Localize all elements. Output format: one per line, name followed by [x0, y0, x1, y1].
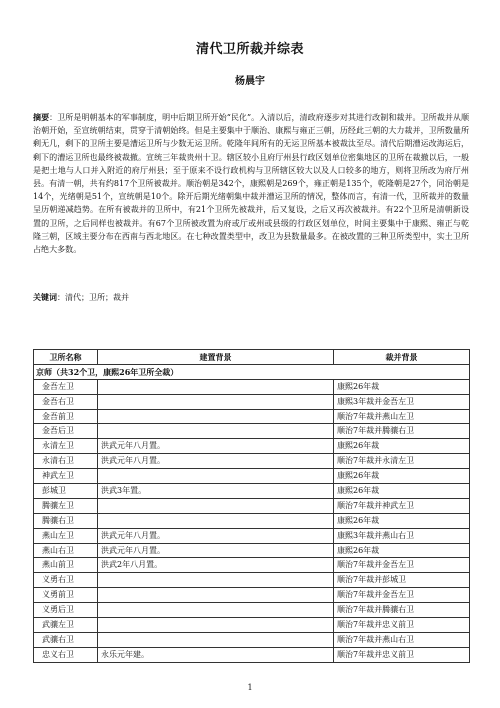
cell-founding: 洪武2年八月置。	[98, 558, 334, 573]
abstract-label: 摘要	[33, 112, 50, 122]
cell-founding	[98, 409, 334, 424]
cell-garrison-name: 燕山前卫	[34, 558, 98, 573]
cell-garrison-name: 武骧右卫	[34, 632, 98, 647]
table-row	[34, 528, 470, 543]
cell-founding: 洪武元年八月置。	[98, 528, 334, 543]
table-row	[34, 543, 470, 558]
cell-garrison-name: 永清左卫	[34, 439, 98, 454]
cell-garrison-name: 忠义右卫	[34, 647, 98, 662]
abstract-text: ：卫所是明朝基本的军事制度，明中后期卫所开始“民化”。入清以后，清政府逐步对其进行改制和裁并。卫所裁并从顺治朝开始，至宣统朝结束，贯穿于清朝始终。但是主要集中于顺治、康熙与雍正三朝，历经此三朝的大力裁并，卫所数量所剩无几，剩下的卫所主要是漕运卫所与少数无运卫所。乾隆年间所有的无运卫所基本被裁汰至尽。清代后期漕运改海运后，剩下的漕运卫所也最终被裁撤。宣统三年裁贵州十卫。辖区较小且府厅州县行政区划单位密集地区的卫所在裁撤以后，一般是把土地与人口并入附近的府厅州县；至于原来不设行政机构与卫所辖区较大以及人口较多的地方，则将卫所改为府厅州县。有清一朝，共有约817个卫所被裁并。顺治朝是342个，康熙朝是269个，雍正朝是135个，乾隆朝是27个，同治朝是14个，光绪朝是51个，宣统朝是10个。除开后期光绪朝集中裁并漕运卫所的情况，整体而言，有清一代，卫所裁并的数量呈历朝递减趋势。在所有被裁并的卫所中，有21个卫所先被裁并，后又复设，之后又再次被裁并。有22个卫所是清朝新设置的卫所，之后同样也被裁并。有67个卫所被改置为府或厅或州或县级的行政区划单位，时间主要集中于康熙、雍正与乾隆三朝，区域主要分布在西南与西北地区。在七种改置类型中，改卫为县数量最多。在被改置的三种卫所类型中，实土卫所占绝大多数。	[33, 113, 470, 255]
table-row	[34, 573, 470, 588]
cell-founding: 洪武元年八月置。	[98, 543, 334, 558]
cell-garrison-name: 义勇后卫	[34, 603, 98, 618]
cell-garrison-name: 彭城卫	[34, 484, 98, 499]
cell-merger: 康熙3年裁并金吾左卫	[334, 394, 470, 409]
table-row	[34, 498, 470, 513]
cell-founding	[98, 588, 334, 603]
cell-merger: 顺治7年裁并金吾左卫	[334, 558, 470, 573]
cell-merger: 顺治7年裁并金吾左卫	[334, 588, 470, 603]
cell-founding	[98, 618, 334, 633]
cell-founding	[98, 424, 334, 439]
cell-merger: 顺治7年裁并神武左卫	[334, 498, 470, 513]
table-row	[34, 454, 470, 469]
cell-merger: 康熙26年裁	[334, 484, 470, 499]
cell-garrison-name: 腾骧左卫	[34, 498, 98, 513]
keywords-label: 关键词	[33, 292, 57, 302]
cell-founding	[98, 513, 334, 528]
cell-merger: 顺治7年裁并腾骧右卫	[334, 603, 470, 618]
cell-garrison-name: 腾骧右卫	[34, 513, 98, 528]
cell-garrison-name: 燕山右卫	[34, 543, 98, 558]
table-row	[34, 603, 470, 618]
table-row	[34, 558, 470, 573]
table-section-row	[34, 364, 470, 379]
table-row	[34, 469, 470, 484]
page-number: 1	[247, 683, 253, 692]
table-row	[34, 632, 470, 647]
table-row	[34, 439, 470, 454]
table-row	[34, 588, 470, 603]
cell-garrison-name: 神武左卫	[34, 469, 98, 484]
cell-garrison-name: 金吾前卫	[34, 409, 98, 424]
cell-founding: 洪武3年置。	[98, 484, 334, 499]
cell-founding: 洪武元年八月置。	[98, 454, 334, 469]
cell-founding: 永乐元年建。	[98, 647, 334, 662]
cell-merger: 顺治7年裁并彭城卫	[334, 573, 470, 588]
cell-garrison-name: 义勇前卫	[34, 588, 98, 603]
paper-title: 清代卫所裁并综表	[195, 42, 304, 57]
table-header-row	[34, 350, 470, 365]
garrison-table	[33, 349, 470, 663]
cell-merger: 康熙26年裁	[334, 439, 470, 454]
cell-founding	[98, 469, 334, 484]
table-body	[34, 364, 470, 662]
cell-garrison-name: 永清右卫	[34, 454, 98, 469]
cell-merger: 顺治7年裁并永清左卫	[334, 454, 470, 469]
cell-garrison-name: 金吾后卫	[34, 424, 98, 439]
table-row	[34, 513, 470, 528]
cell-merger: 顺治7年裁并燕山左卫	[334, 409, 470, 424]
keywords	[33, 292, 129, 303]
cell-garrison-name: 金吾左卫	[34, 379, 98, 394]
cell-garrison-name: 金吾右卫	[34, 394, 98, 409]
cell-merger: 顺治7年裁并忠义前卫	[334, 618, 470, 633]
keywords-text: ：清代；卫所；裁并	[57, 293, 129, 302]
cell-merger: 康熙26年裁	[334, 469, 470, 484]
cell-merger: 顺治7年裁并燕山右卫	[334, 632, 470, 647]
column-header-merger: 裁并背景	[334, 350, 470, 365]
cell-founding	[98, 394, 334, 409]
cell-founding	[98, 498, 334, 513]
cell-founding	[98, 632, 334, 647]
cell-merger: 康熙26年裁	[334, 543, 470, 558]
cell-garrison-name: 义勇右卫	[34, 573, 98, 588]
table-row	[34, 484, 470, 499]
cell-founding	[98, 379, 334, 394]
table-row	[34, 424, 470, 439]
table-row	[34, 618, 470, 633]
cell-merger: 康熙3年裁并燕山右卫	[334, 528, 470, 543]
cell-garrison-name: 武骧左卫	[34, 618, 98, 633]
cell-founding	[98, 603, 334, 618]
table-row	[34, 409, 470, 424]
cell-founding	[98, 573, 334, 588]
table-row	[34, 647, 470, 662]
column-header-name: 卫所名称	[34, 350, 98, 365]
table-row	[34, 379, 470, 394]
author-name: 杨晨宇	[235, 76, 265, 87]
cell-founding: 洪武元年八月置。	[98, 439, 334, 454]
cell-merger: 康熙26年裁	[334, 513, 470, 528]
cell-merger: 康熙26年裁	[334, 379, 470, 394]
abstract	[33, 111, 469, 256]
section-title: 京师（共32个卫，康熙26年卫所全裁）	[34, 364, 470, 379]
cell-merger: 顺治7年裁并忠义前卫	[334, 647, 470, 662]
cell-garrison-name: 燕山左卫	[34, 528, 98, 543]
cell-merger: 顺治7年裁并腾骧右卫	[334, 424, 470, 439]
column-header-founding: 建置背景	[98, 350, 334, 365]
table-row	[34, 394, 470, 409]
